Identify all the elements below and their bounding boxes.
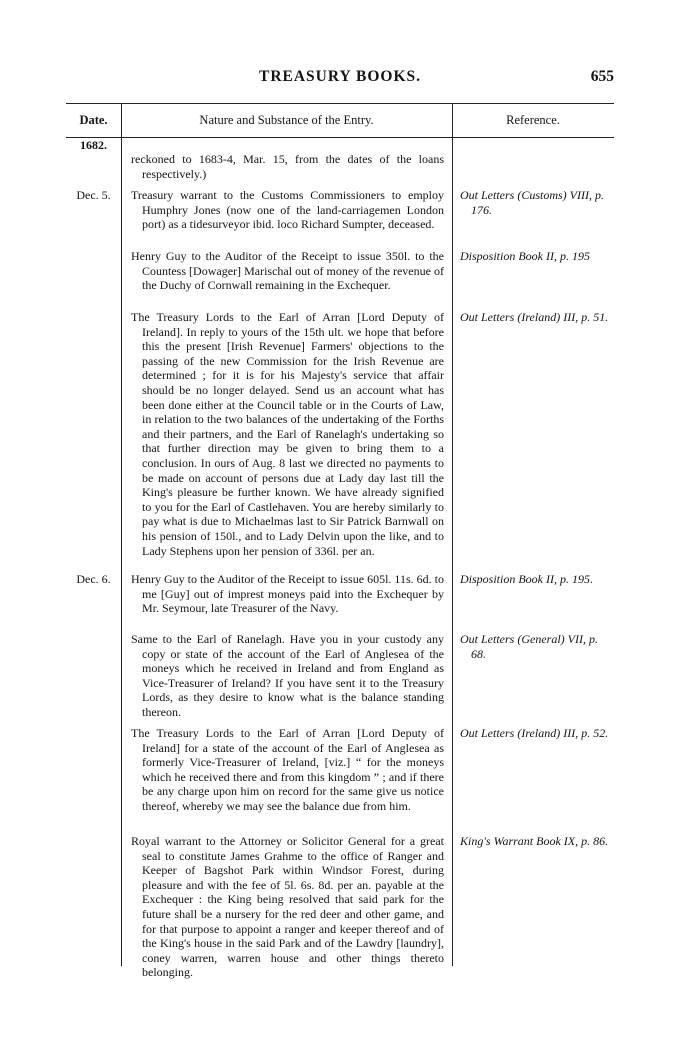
- column-header-date: Date.: [79, 113, 108, 127]
- column-divider-reference: [452, 103, 453, 966]
- entry-reference: Disposition Book II, p. 195: [460, 249, 590, 263]
- column-header-nature: Nature and Substance of the Entry.: [199, 113, 374, 127]
- entry-text: The Treasury Lords to the Earl of Arran [Lord Deputy of Ireland] for a state of the account of the Earl of Anglesea as formerly Vice-Treasurer of Ireland, [viz.] “ for the moneys which he received there and from this kingdom ” ; and if there be any charge upon him on record for the same give us notice thereof, whereby we may see the balance due from him.: [131, 726, 444, 813]
- entry-date: Dec. 6.: [76, 572, 111, 586]
- entry-reference: Out Letters (Ireland) III, p. 51.: [460, 310, 609, 324]
- entry-text: Royal warrant to the Attorney or Solicitor General for a great seal to constitute James Grahme to the office of Ranger and Keeper of Bagshot Park within Windsor Forest, during pleasure and with the fee of 5l. 6s. 8d. per an. payable at the Exchequer : the King being resolved that said park for the future shall be a nursery for the red deer and other game, and for that purpose to appoint a ranger and keeper thereof and of the King's house in the said Park and of the Lawdry [laundry], coney warren, warren house and other things thereto belonging.: [131, 834, 444, 980]
- entry-reference: Disposition Book II, p. 195.: [460, 572, 593, 586]
- running-head: [66, 68, 614, 88]
- entry-text: The Treasury Lords to the Earl of Arran [Lord Deputy of Ireland]. In reply to yours of the 15th ult. we hope that before this the present [Irish Revenue] Farmers' objections to the passing of the new Commission for the Irish Revenue are determined ; for it is for his Majesty's service that affair should be no longer delayed. Send us an account what has been done either at the Council table or in the Courts of Law, in relation to the two balances of the undertaking of the Forths and their partners, and the Earl of Ranelagh's undertaking so that further direction may be given to bring them to a conclusion. In ours of Aug. 8 last we directed no payments to be made on account of persons due at Lady day last till the King's pleasure be further known. We have already signified to you for the Earl of Castlehaven. You are hereby similarly to pay what is due to Michaelmas last to Sir Patrick Barnwall on his pension of 150l., and to Lady Delvin upon the like, and to Lady Stephens upon her pension of 336l. per an.: [131, 310, 444, 558]
- year-label: 1682.: [80, 138, 107, 152]
- entry-reference: Out Letters (Ireland) III, p. 52.: [460, 726, 609, 740]
- entry-reference: Out Letters (Customs) VIII, p. 176.: [460, 188, 604, 217]
- page-number: 655: [590, 68, 614, 85]
- entry-text: Same to the Earl of Ranelagh. Have you in your custody any copy or state of the account of the Earl of Anglesea of the moneys which he received in Ireland and from England as Vice-Treasurer of Ireland? If you have sent it to the Treasury Lords, as they desire to know what is the balance standing thereon.: [131, 632, 444, 719]
- entry-date: Dec. 5.: [76, 188, 111, 202]
- table-header-rule: [66, 137, 614, 138]
- entry-text: reckoned to 1683-4, Mar. 15, from the dates of the loans respectively.): [131, 152, 444, 181]
- page-title: TREASURY BOOKS.: [258, 68, 422, 85]
- entry-reference: King's Warrant Book IX, p. 86.: [460, 834, 609, 848]
- entry-text: Henry Guy to the Auditor of the Receipt to issue 605l. 11s. 6d. to me [Guy] out of imprest moneys paid into the Exchequer by Mr. Seymour, late Treasurer of the Navy.: [131, 572, 444, 616]
- entry-reference: Out Letters (General) VII, p. 68.: [460, 632, 598, 661]
- column-header-reference: Reference.: [506, 113, 560, 127]
- entry-text: Henry Guy to the Auditor of the Receipt to issue 350l. to the Countess [Dowager] Marischal out of money of the revenue of the Duchy of Cornwall remaining in the Exchequer.: [131, 249, 444, 293]
- column-divider-date: [121, 103, 122, 966]
- table-top-rule: [66, 103, 614, 104]
- entry-text: Treasury warrant to the Customs Commissioners to employ Humphry Jones (now one of the land-carriagemen London port) as a tidesurveyor ibid. loco Richard Sumpter, deceased.: [131, 188, 444, 232]
